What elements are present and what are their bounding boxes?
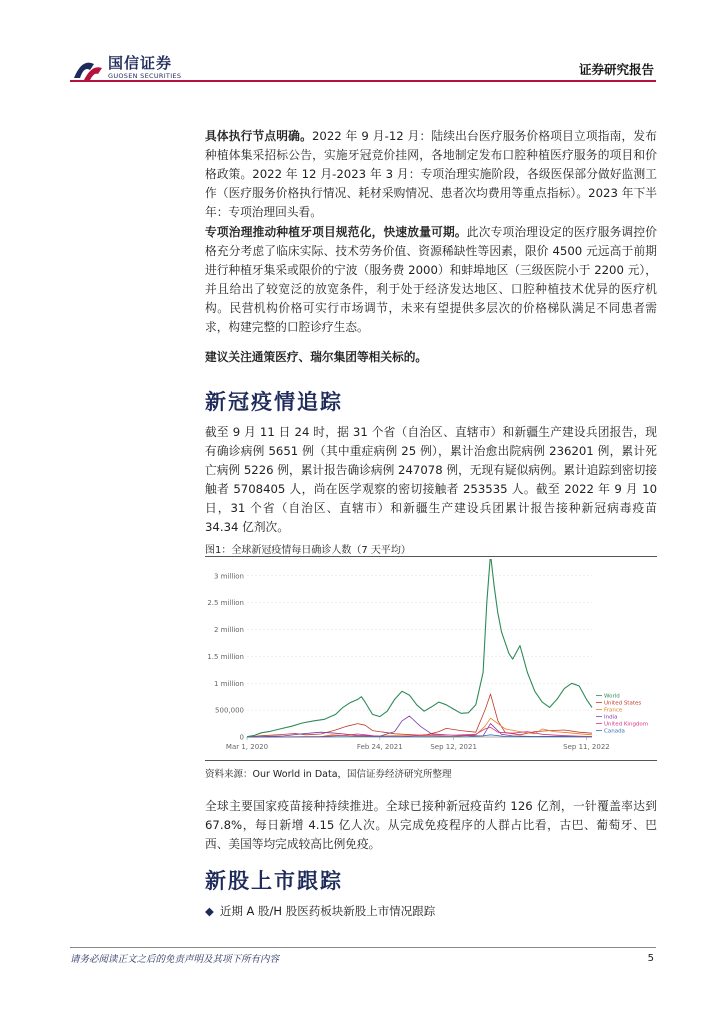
x-tick-label: Mar 1, 2020 xyxy=(225,743,269,751)
covid-chart-svg xyxy=(205,559,657,755)
x-tick-label: Sep 11, 2022 xyxy=(563,743,610,751)
para3-lead: 建议关注通策医疗、瑞尔集团等相关标的。 xyxy=(205,350,428,364)
figure-title: 图1：全球新冠疫情每日确诊人数（7 天平均） xyxy=(205,545,411,556)
figure-top-rule xyxy=(205,556,657,557)
y-tick-label: 2.5 million xyxy=(207,599,244,608)
section-title-ipo: 新股上市跟踪 xyxy=(205,869,343,893)
x-tick-label: Sep 12, 2021 xyxy=(430,743,477,751)
footer-divider xyxy=(70,947,656,948)
legend-label: United States xyxy=(604,700,642,707)
legend-label: France xyxy=(604,707,623,714)
logo-english: GUOSEN SECURITIES xyxy=(108,72,182,80)
para5-body: 全球主要国家疫苗接种持续推进。全球已接种新冠疫苗约 126 亿剂，一针覆盖率达到 67.8%，每日新增 4.15 亿人次。从完成免疫程序的人群占比看，古巴、葡萄牙、巴西、美国等均完成较高比例免疫。 xyxy=(205,799,657,851)
covid-chart xyxy=(205,559,657,755)
legend-label: India xyxy=(604,714,618,721)
y-tick-label: 1.5 million xyxy=(207,652,244,661)
report-type: 证券研究报告 xyxy=(578,62,654,77)
series-line-united-kingdom xyxy=(247,727,592,737)
paragraph-covid-status xyxy=(205,423,657,537)
para4-body: 截至 9 月 11 日 24 时，据 31 个省（自治区、直辖市）和新疆生产建设兵团报告，现有确诊病例 5651 例（其中重症病例 25 例），累计治愈出院病例 236201 例，累计死亡病例 5226 例，累计报告确诊病例 247078 例，无现有疑似病例。累计追踪到密切接触者 5708405 人，尚在医学观察的密切接触者 253535 人。截至 2022 年 9 月 10 日，31 个省（自治区、直辖市）和新疆生产建设兵团累计报告接种新冠病毒疫苗 34.34 亿剂次。 xyxy=(205,425,657,534)
diamond-bullet-icon: ◆ xyxy=(205,904,214,918)
figure-source: 资料来源：Our World in Data，国信证券经济研究所整理 xyxy=(205,769,452,780)
page-number: 5 xyxy=(647,953,654,964)
figure-bottom-rule xyxy=(205,760,657,761)
para2-lead: 专项治理推动种植牙项目规范化，快速放量可期。 xyxy=(205,225,467,239)
header-divider xyxy=(70,80,656,82)
section-title-covid: 新冠疫情追踪 xyxy=(205,390,343,414)
para2-body: 此次专项治理设定的医疗服务调控价格充分考虑了临床实际、技术劳务价值、资源稀缺性等因素，限价 4500 元远高于前期进行种植牙集采或限价的宁波（服务费 2000）和蚌埠地区（三级医院小于 2200 元），并且给出了较宽泛的放宽条件，利于处于经济发达地区、口腔种植技术优异的医疗机构。民营机构价格可实行市场调节，未来有望提供多层次的价格梯队满足不同患者需求，构建完整的口腔诊疗生态。 xyxy=(205,225,657,334)
x-tick-label: Feb 24, 2021 xyxy=(356,743,403,751)
paragraph-vaccination xyxy=(205,797,657,854)
logo-chinese: 国信证券 xyxy=(108,54,173,72)
page-header xyxy=(0,0,724,90)
paragraph-implant-policy xyxy=(205,223,657,337)
ipo-bullet xyxy=(205,903,435,919)
legend-label: World xyxy=(604,693,620,700)
para1-body: 2022 年 9 月-12 月：陆续出台医疗服务价格项目立项指南，发布种植体集采招标公告，实施牙冠竞价挂网，各地制定发布口腔种植医疗服务的项目和价格政策。2022 年 12 月-2023 年 3 月：专项治理实施阶段，各级医保部分做好监测工作（医疗服务价格执行情况、耗材采购情况、患者次均费用等重点指标）。2023 年下半年：专项治理回头看。 xyxy=(205,129,657,219)
paragraph-recommendation xyxy=(205,348,657,367)
legend-label: Canada xyxy=(604,728,625,735)
legend-label: United Kingdom xyxy=(604,721,649,728)
ipo-bullet-text: 近期 A 股/H 股医药板块新股上市情况跟踪 xyxy=(219,904,436,918)
paragraph-execution-timeline xyxy=(205,127,657,222)
footer-disclaimer: 请务必阅读正文之后的免责声明及其项下所有内容 xyxy=(70,954,280,965)
y-tick-label: 3 million xyxy=(214,572,244,581)
y-tick-label: 2 million xyxy=(214,626,244,634)
para1-lead: 具体执行节点明确。 xyxy=(205,129,312,143)
y-tick-label: 0 xyxy=(239,733,244,742)
y-tick-label: 500,000 xyxy=(215,706,244,715)
y-tick-label: 1 million xyxy=(214,679,244,688)
